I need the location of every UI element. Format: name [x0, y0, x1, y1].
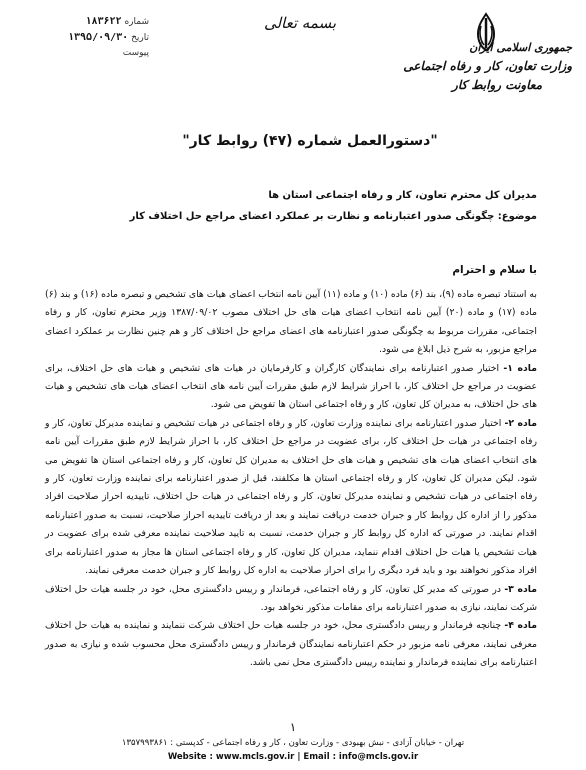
attachment-label: پیوست [122, 48, 149, 58]
bismillah-heading: بسمه تعالی [263, 14, 337, 32]
attachment [44, 48, 149, 58]
reference-number [44, 16, 149, 27]
reference-number-value: ۱۸۳۶۲۲ [85, 16, 122, 27]
article-2-text: اختیار صدور اعتبارنامه برای نماینده وزارت تعاون، کار و رفاه اجتماعی در هیات تشخیص و نماینده مدیرکل تعاون، کار و رفاه اجتماعی در هیات حل اختلاف کار، برای عضویت در مراجع حل اختلاف کار، با احراز شرایط لازم طبق مقررات آیین نامه های انتخاب اعضای هیات های تشخیص و هیات های حل اختلاف به مدیران کل تعاون، کار و رفاه اجتماعی استان ها تفویض می شود. لیکن مدیران کل تعاون، کار و رفاه اجتماعی استان ها مکلفند، قبل از صدور اعتبارنامه برای نماینده وزارت تعاون، کار و رفاه اجتماعی در هیات تشخیص و نماینده مدیرکل تعاون، کار و رفاه اجتماعی در هیات حل اختلاف، تاییدیه احراز صلاحیت افراد مذکور را از اداره کل روابط کار و جبران خدمت دریافت نمایند و بعد از دریافت تاییدیه احراز صلاحیت، نسبت به صدور اعتبارنامه اقدام نمایند. در صورتی که اداره کل روابط کار و جبران خدمت، نسبت به تایید صلاحیت نماینده معرفی شده برای عضویت در هیات تشخیص یا هیات حل اختلاف اقدام ننماید، مدیران کل تعاون، کار و رفاه اجتماعی استان ها مجاز به صدور اعتبارنامه برای افراد مذکور نخواهند بود و باید فرد دیگری را برای احراز صلاحیت به اداره کل روابط کار و جبران خدمت معرفی نمایند. [45, 417, 537, 577]
article-1-heading: ماده ۱- [503, 362, 537, 374]
ministry-letterhead [397, 38, 572, 95]
reference-number-label: شماره [124, 17, 149, 27]
article-3-heading: ماده ۳- [504, 583, 537, 595]
article-2-heading: ماده ۲- [504, 417, 537, 429]
ministry-line-country: جمهوری اسلامی ایران [469, 41, 572, 54]
subject-line: موضوع: چگونگی صدور اعتبارنامه و نظارت بر عملکرد اعضای مراجع حل اختلاف کار [129, 211, 537, 222]
article-3 [45, 581, 537, 618]
addressee: مدیران کل محترم تعاون، کار و رفاه اجتماعی استان ها [268, 190, 537, 201]
article-3-text: در صورتی که مدیر کل تعاون، کار و رفاه اجتماعی، فرماندار و رییس دادگستری محل، خود در جلسه هیات حل اختلاف شرکت نمایند، نیازی به صدور اعتبارنامه برای مقامات مذکور نخواهد بود. [45, 583, 537, 613]
greeting: با سلام و احترام [452, 264, 537, 276]
intro-paragraph: به استناد تبصره ماده (۹)، بند (۶) ماده (۱۰) و ماده (۱۱) آیین نامه انتخاب اعضای هیات های تشخیص و تبصره ماده (۱۶) و بند (۶) ماده (۱۷) و ماده (۲۰) آیین نامه انتخاب اعضای هیات های حل اختلاف مصوب ۱۳۸۷/۰۹/۰۲ وزیر محترم تعاون، کار و رفاه اجتماعی، مقررات مربوط به چگونگی صدور اعتبارنامه های اعضای مراجع حل اختلاف کار و هم چنین نظارت بر عملکرد اعضای مراجع مزبور، به شرح ذیل ابلاغ می شود. [45, 289, 537, 356]
footer-address: تهران - خیابان آزادی - نبش بهبودی - وزارت تعاون ، کار و رفاه اجتماعی - کدپستی : ۱۳۵۷۹۹۳۸۶۱ [121, 738, 465, 748]
letter-date-label: تاریخ [131, 33, 149, 43]
letter-body [45, 286, 537, 673]
article-1 [45, 360, 537, 415]
article-2 [45, 415, 537, 581]
letter-footer [30, 736, 556, 764]
footer-email: Email : info@mcls.gov.ir [303, 752, 419, 762]
ministry-line-name: وزارت تعاون، کار و رفاه اجتماعی [403, 59, 572, 73]
article-4-text: چنانچه فرماندار و رییس دادگستری محل، خود در جلسه هیات حل اختلاف شرکت ننمایند و نماینده به هیات حل اختلاف معرفی نمایند، معرفی نامه مزبور در حکم اعتبارنامه نمایندگان فرماندار و رییس دادگستری محل محسوب شده و نیازی به صدور اعتبارنامه برای نماینده فرماندار و نماینده رییس دادگستری محل نمی باشد. [45, 620, 537, 669]
letter-date-value: ۱۳۹۵/۰۹/۳۰ [67, 32, 129, 43]
article-1-text: اختیار صدور اعتبارنامه برای نمایندگان کارگران و کارفرمایان در هیات های تشخیص و هیات های حل اختلاف، برای عضویت در مراجع حل اختلاف کار، با احراز شرایط لازم طبق مقررات آیین نامه های انتخاب اعضای هیات های تشخیص و هیات های حل اختلاف، به مدیران کل تعاون، کار و رفاه اجتماعی استان ها تفویض می شود. [45, 362, 537, 411]
document-title: "دستورالعمل شماره (۴۷) روابط کار" [182, 133, 438, 149]
article-4-heading: ماده ۴- [504, 620, 537, 632]
letter-date [44, 32, 149, 43]
article-4 [45, 617, 537, 672]
ministry-line-department: معاونت روابط کار [452, 78, 542, 92]
page-number: ۱ [289, 720, 297, 734]
footer-contact: Website : www.mcls.gov.ir | Email : info@mcls.gov.ir [167, 752, 419, 762]
footer-website: Website : www.mcls.gov.ir [167, 752, 295, 762]
